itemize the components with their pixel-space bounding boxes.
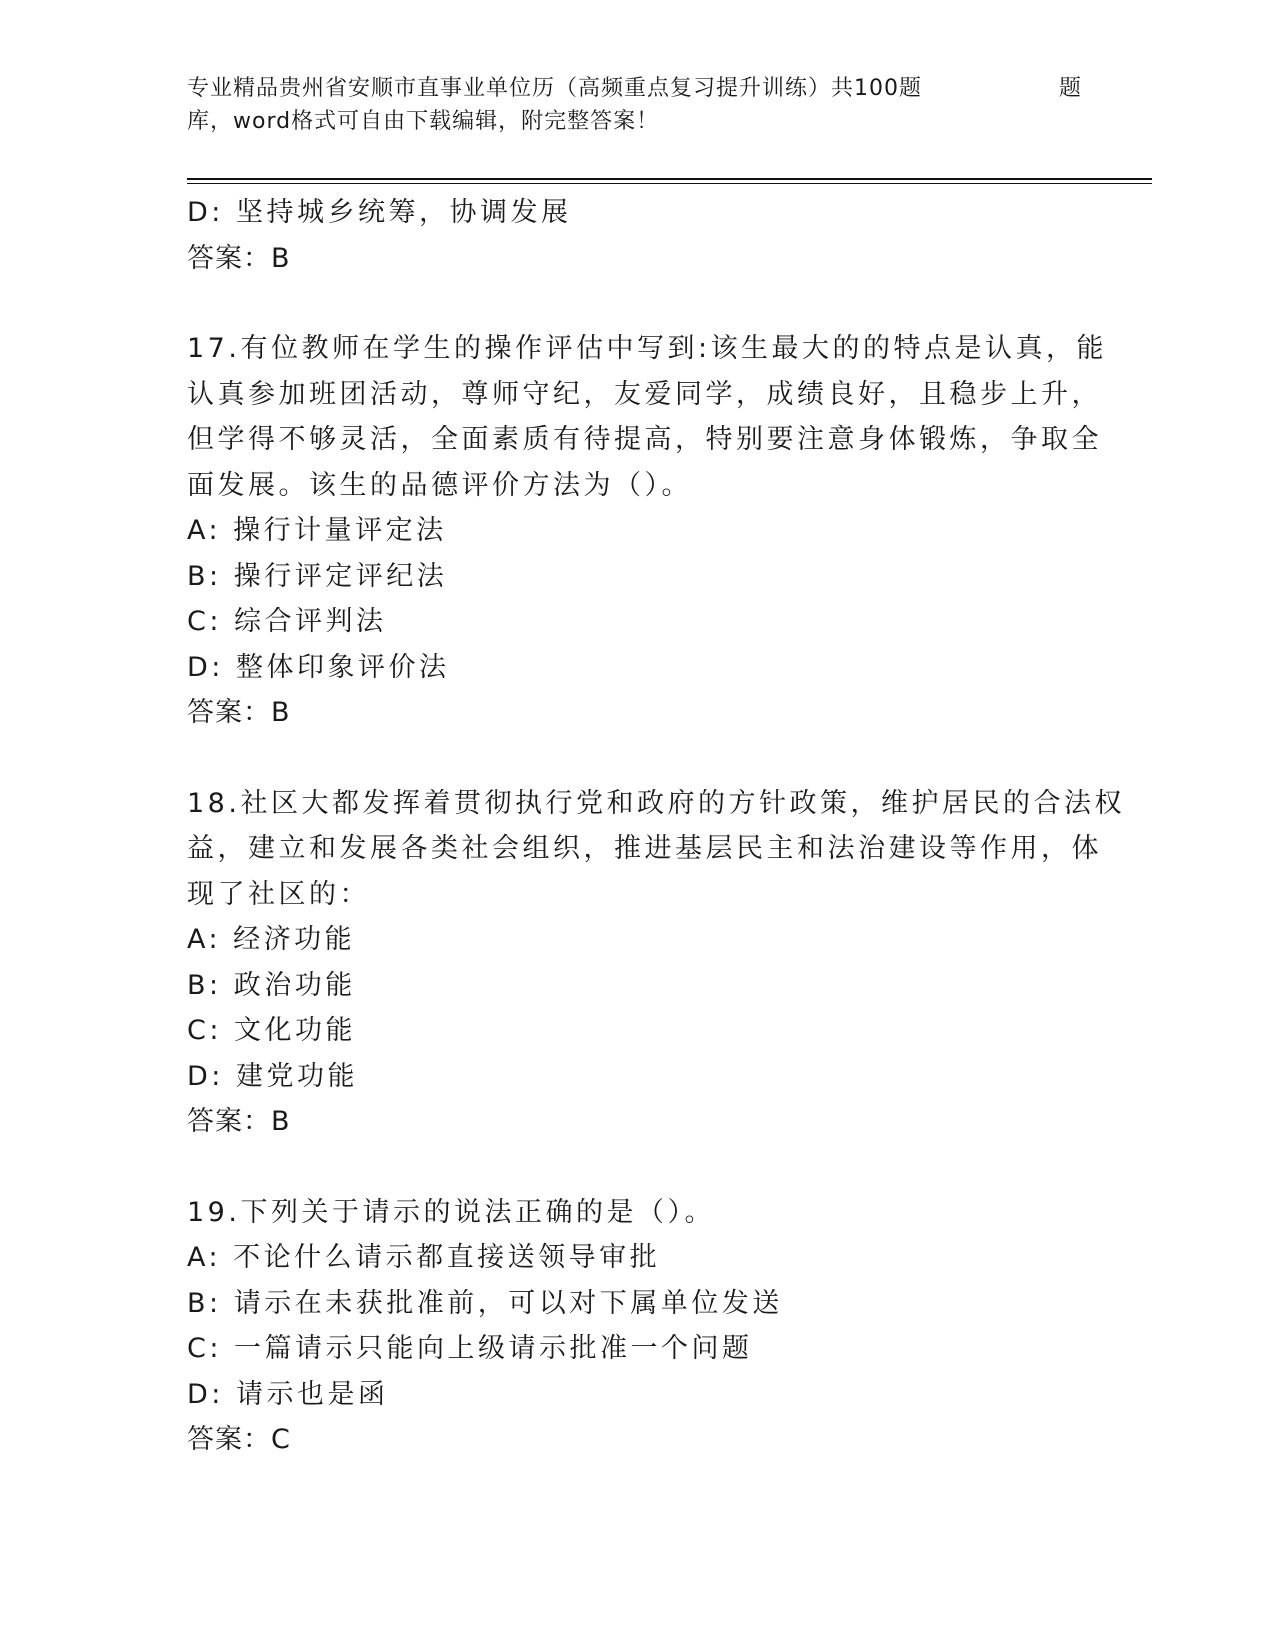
question-17 (187, 326, 1108, 736)
question-19-option-a: A: 不论什么请示都直接送领导审批 (187, 1242, 661, 1273)
header-title-overflow: 题 (1059, 76, 1083, 101)
header-divider-thin (187, 183, 1152, 184)
question-16-option-d: D: 坚持城乡统筹，协调发展 (187, 197, 572, 228)
question-17-stem-line: 17.有位教师在学生的操作评估中写到:该生最大的的特点是认真，能 (187, 333, 1108, 364)
question-17-option-b: B: 操行评定评纪法 (187, 560, 448, 592)
header-title-line-2: 库，word格式可自由下载编辑，附完整答案！ (187, 109, 660, 134)
question-16-tail (187, 190, 1087, 281)
question-17-option-d: D: 整体印象评价法 (187, 651, 450, 683)
question-17-stem-line: 认真参加班团活动，尊师守纪，友爱同学，成绩良好，且稳步上升， (187, 378, 1102, 410)
question-17-answer: 答案：B (187, 697, 291, 728)
question-18-stem-line: 益，建立和发展各类社会组织，推进基层民主和法治建设等作用，体 (187, 833, 1102, 864)
question-17-option-c: C: 综合评判法 (187, 606, 387, 637)
question-18-stem-line: 18.社区大都发挥着贯彻执行党和政府的方针政策，维护居民的合法权 (187, 787, 1125, 819)
question-18-answer: 答案：B (187, 1106, 291, 1137)
spacer (187, 1145, 1087, 1190)
question-18-option-a: A: 经济功能 (187, 924, 356, 955)
question-18-stem-line: 现了社区的： (187, 878, 370, 910)
question-17-stem-line: 面发展。该生的品德评价方法为（）。 (187, 469, 692, 501)
header-divider-thick (187, 178, 1152, 180)
question-18-option-c: C: 文化功能 (187, 1015, 357, 1046)
question-19-option-d: D: 请示也是函 (187, 1378, 389, 1410)
question-19-answer: 答案：C (187, 1424, 291, 1455)
question-19-stem-line: 19.下列关于请示的说法正确的是（）。 (187, 1196, 715, 1228)
document-body (187, 190, 1125, 1463)
spacer (187, 281, 1087, 326)
question-18-option-d: D: 建党功能 (187, 1060, 358, 1092)
header-title-text: 专业精品贵州省安顺市直事业单位历（高频重点复习提升训练）共100题 (187, 76, 922, 101)
question-19-option-b: B: 请示在未获批准前，可以对下属单位发送 (187, 1287, 783, 1319)
question-19 (187, 1190, 1087, 1463)
header-title-line-1 (187, 72, 1087, 105)
question-18-option-b: B: 政治功能 (187, 969, 356, 1001)
spacer (187, 736, 1087, 781)
page-header (187, 72, 1087, 138)
question-19-option-c: C: 一篇请示只能向上级请示批准一个问题 (187, 1333, 753, 1364)
question-18 (187, 781, 1125, 1145)
question-17-option-a: A: 操行计量评定法 (187, 515, 447, 546)
question-17-stem-line: 但学得不够灵活，全面素质有待提高，特别要注意身体锻炼，争取全 (187, 424, 1102, 455)
question-16-answer: 答案：B (187, 242, 291, 274)
